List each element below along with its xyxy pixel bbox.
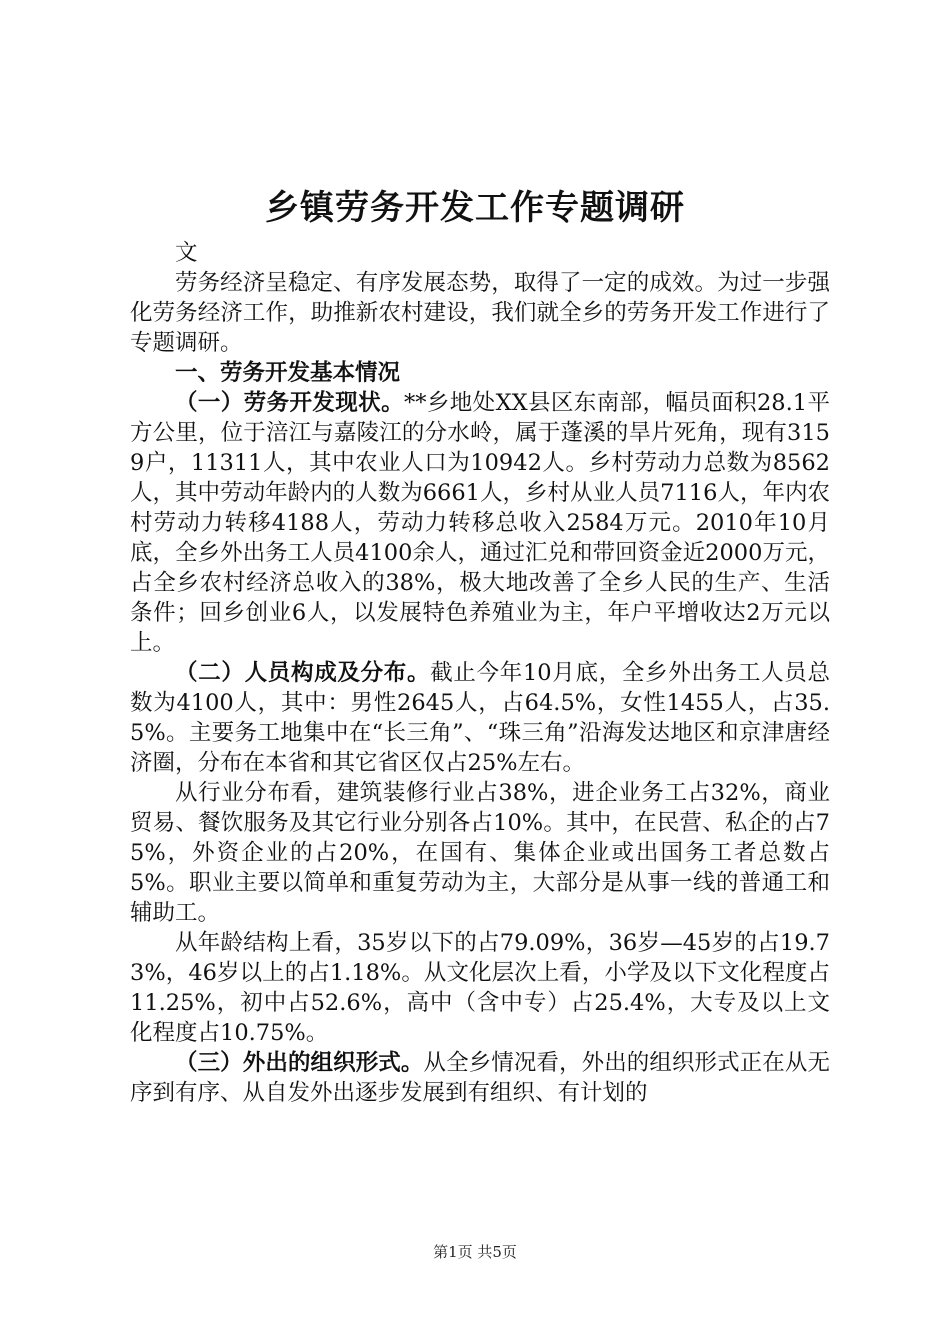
subsection-paragraph-2 — [130, 658, 830, 778]
intro-paragraph: 劳务经济呈稳定、有序发展态势，取得了一定的成效。为过一步强化劳务经济工作，助推新农村建设，我们就全乡的劳务开发工作进行了专题调研。 — [130, 270, 830, 356]
subsection-heading-3: （三）外出的组织形式。 — [175, 1050, 424, 1076]
subsection-heading-2: （二）人员构成及分布。 — [175, 660, 431, 686]
age-paragraph: 从年龄结构上看，35岁以下的占79.09%，36岁—45岁的占19.73%，46岁以上的占1.18%。从文化层次上看，小学及以下文化程度占11.25%，初中占52.6%，高中（含中专）占25.4%，大专及以上文化程度占10.75%。 — [130, 930, 830, 1046]
section-heading-1: 一、劳务开发基本情况 — [175, 360, 401, 386]
subsection-paragraph-3 — [130, 1048, 830, 1108]
subsection-text-2: 截止今年10月底，全乡外出务工人员总数为4100人，其中：男性2645人，占64.5%，女性1455人，占35.5%。主要务工地集中在“长三角”、“珠三角”沿海发达地区和京津唐经济圈，分布在本省和其它省区仅占25%左右。 — [130, 660, 830, 776]
document-body — [130, 238, 830, 1108]
subsection-text-1: **乡地处XX县区东南部，幅员面积28.1平方公里，位于涪江与嘉陵江的分水岭，属于蓬溪的旱片死角，现有3159户，11311人，其中农业人口为10942人。乡村劳动力总数为8562人，其中劳动年龄内的人数为6661人，乡村从业人员7116人，年内农村劳动力转移4188人，劳动力转移总收入2584万元。2010年10月底，全乡外出务工人员4100余人，通过汇兑和带回资金近2000万元，占全乡农村经济总收入的38%，极大地改善了全乡人民的生产、生活条件；回乡创业6人，以发展特色养殖业为主，年户平增收达2万元以上。 — [130, 390, 830, 656]
industry-paragraph: 从行业分布看，建筑装修行业占38%，进企业务工占32%，商业贸易、餐饮服务及其它行业分别各占10%。其中，在民营、私企的占75%，外资企业的占20%，在国有、集体企业或出国务工者总数占5%。职业主要以简单和重复劳动为主，大部分是从事一线的普通工和辅助工。 — [130, 780, 830, 926]
subsection-text-3: 从全乡情况看，外出的组织形式正在从无序到有序、从自发外出逐步发展到有组织、有计划的 — [130, 1050, 830, 1106]
page-footer: 第1页 共5页 — [433, 1243, 517, 1261]
subsection-paragraph-1 — [130, 388, 830, 658]
subsection-heading-1: （一）劳务开发现状。 — [175, 390, 404, 416]
author-line: 文 — [175, 240, 198, 266]
document-title: 乡镇劳务开发工作专题调研 — [265, 188, 685, 228]
